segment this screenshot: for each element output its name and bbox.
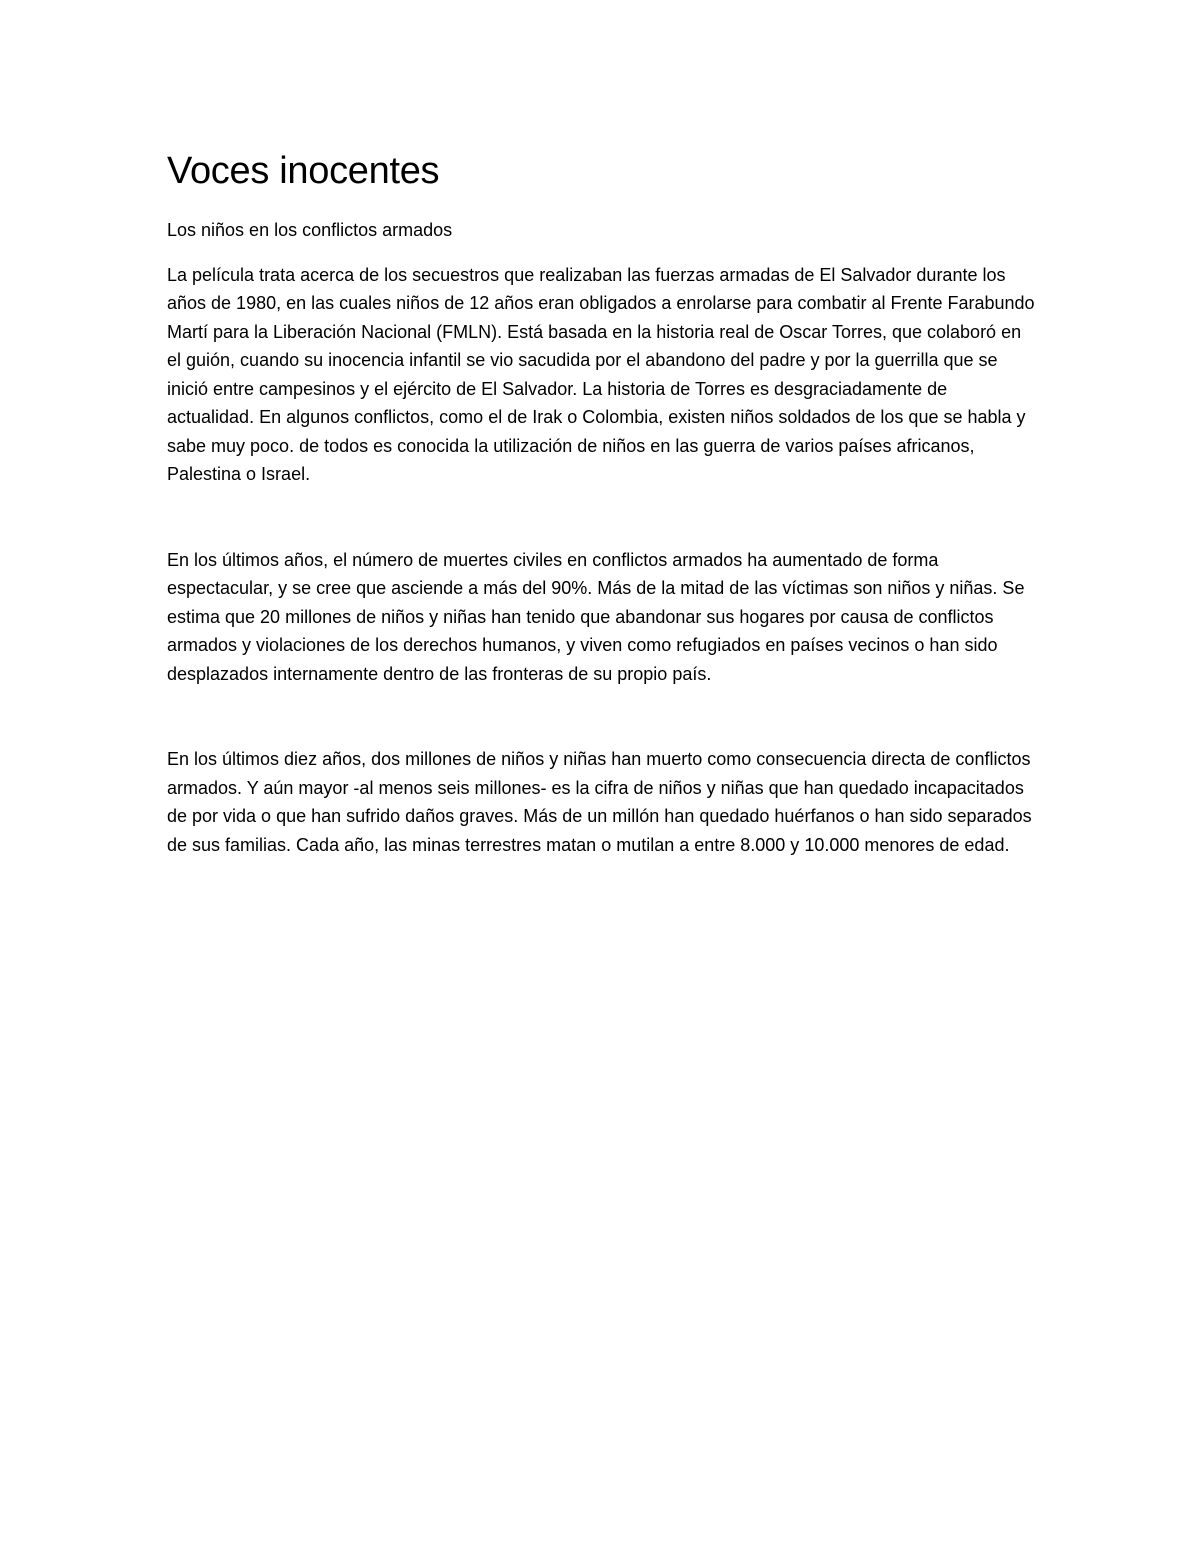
paragraph-spacer xyxy=(167,489,1037,546)
document-title: Voces inocentes xyxy=(167,150,440,192)
paragraph-spacer xyxy=(167,688,1037,745)
document-subtitle: Los niños en los conflictos armados xyxy=(167,220,453,240)
paragraph-civilian-deaths: En los últimos años, el número de muertes civiles en conflictos armados ha aumentado de forma espectacular, y se cree que asciende a más del 90%. Más de la mitad de las víctimas son niños y niñas. Se estima que 20 millones de niños y niñas han tenido que abandonar sus hogares por causa de conflictos armados y violaciones de los derechos humanos, y viven como refugiados en países vecinos o han sido desplazados internamente dentro de las fronteras de su propio país. xyxy=(167,549,1025,684)
document-body xyxy=(167,140,1037,859)
paragraph-film-summary: La película trata acerca de los secuestros que realizaban las fuerzas armadas de El Salvador durante los años de 1980, en las cuales niños de 12 años eran obligados a enrolarse para combatir al Frente Farabundo Martí para la Liberación Nacional (FMLN). Está basada en la historia real de Oscar Torres, que colaboró en el guión, cuando su inocencia infantil se vio sacudida por el abandono del padre y por la guerrilla que se inició entre campesinos y el ejército de El Salvador. La historia de Torres es desgraciadamente de actualidad. En algunos conflictos, como el de Irak o Colombia, existen niños soldados de los que se habla y sabe muy poco. de todos es conocida la utilización de niños en las guerra de varios países africanos, Palestina o Israel. xyxy=(167,264,1035,484)
paragraph-child-casualties: En los últimos diez años, dos millones de niños y niñas han muerto como consecuencia directa de conflictos armados. Y aún mayor -al menos seis millones- es la cifra de niños y niñas que han quedado incapacitados de por vida o que han sufrido daños graves. Más de un millón han quedado huérfanos o han sido separados de sus familias. Cada año, las minas terrestres matan o mutilan a entre 8.000 y 10.000 menores de edad. xyxy=(167,749,1032,855)
